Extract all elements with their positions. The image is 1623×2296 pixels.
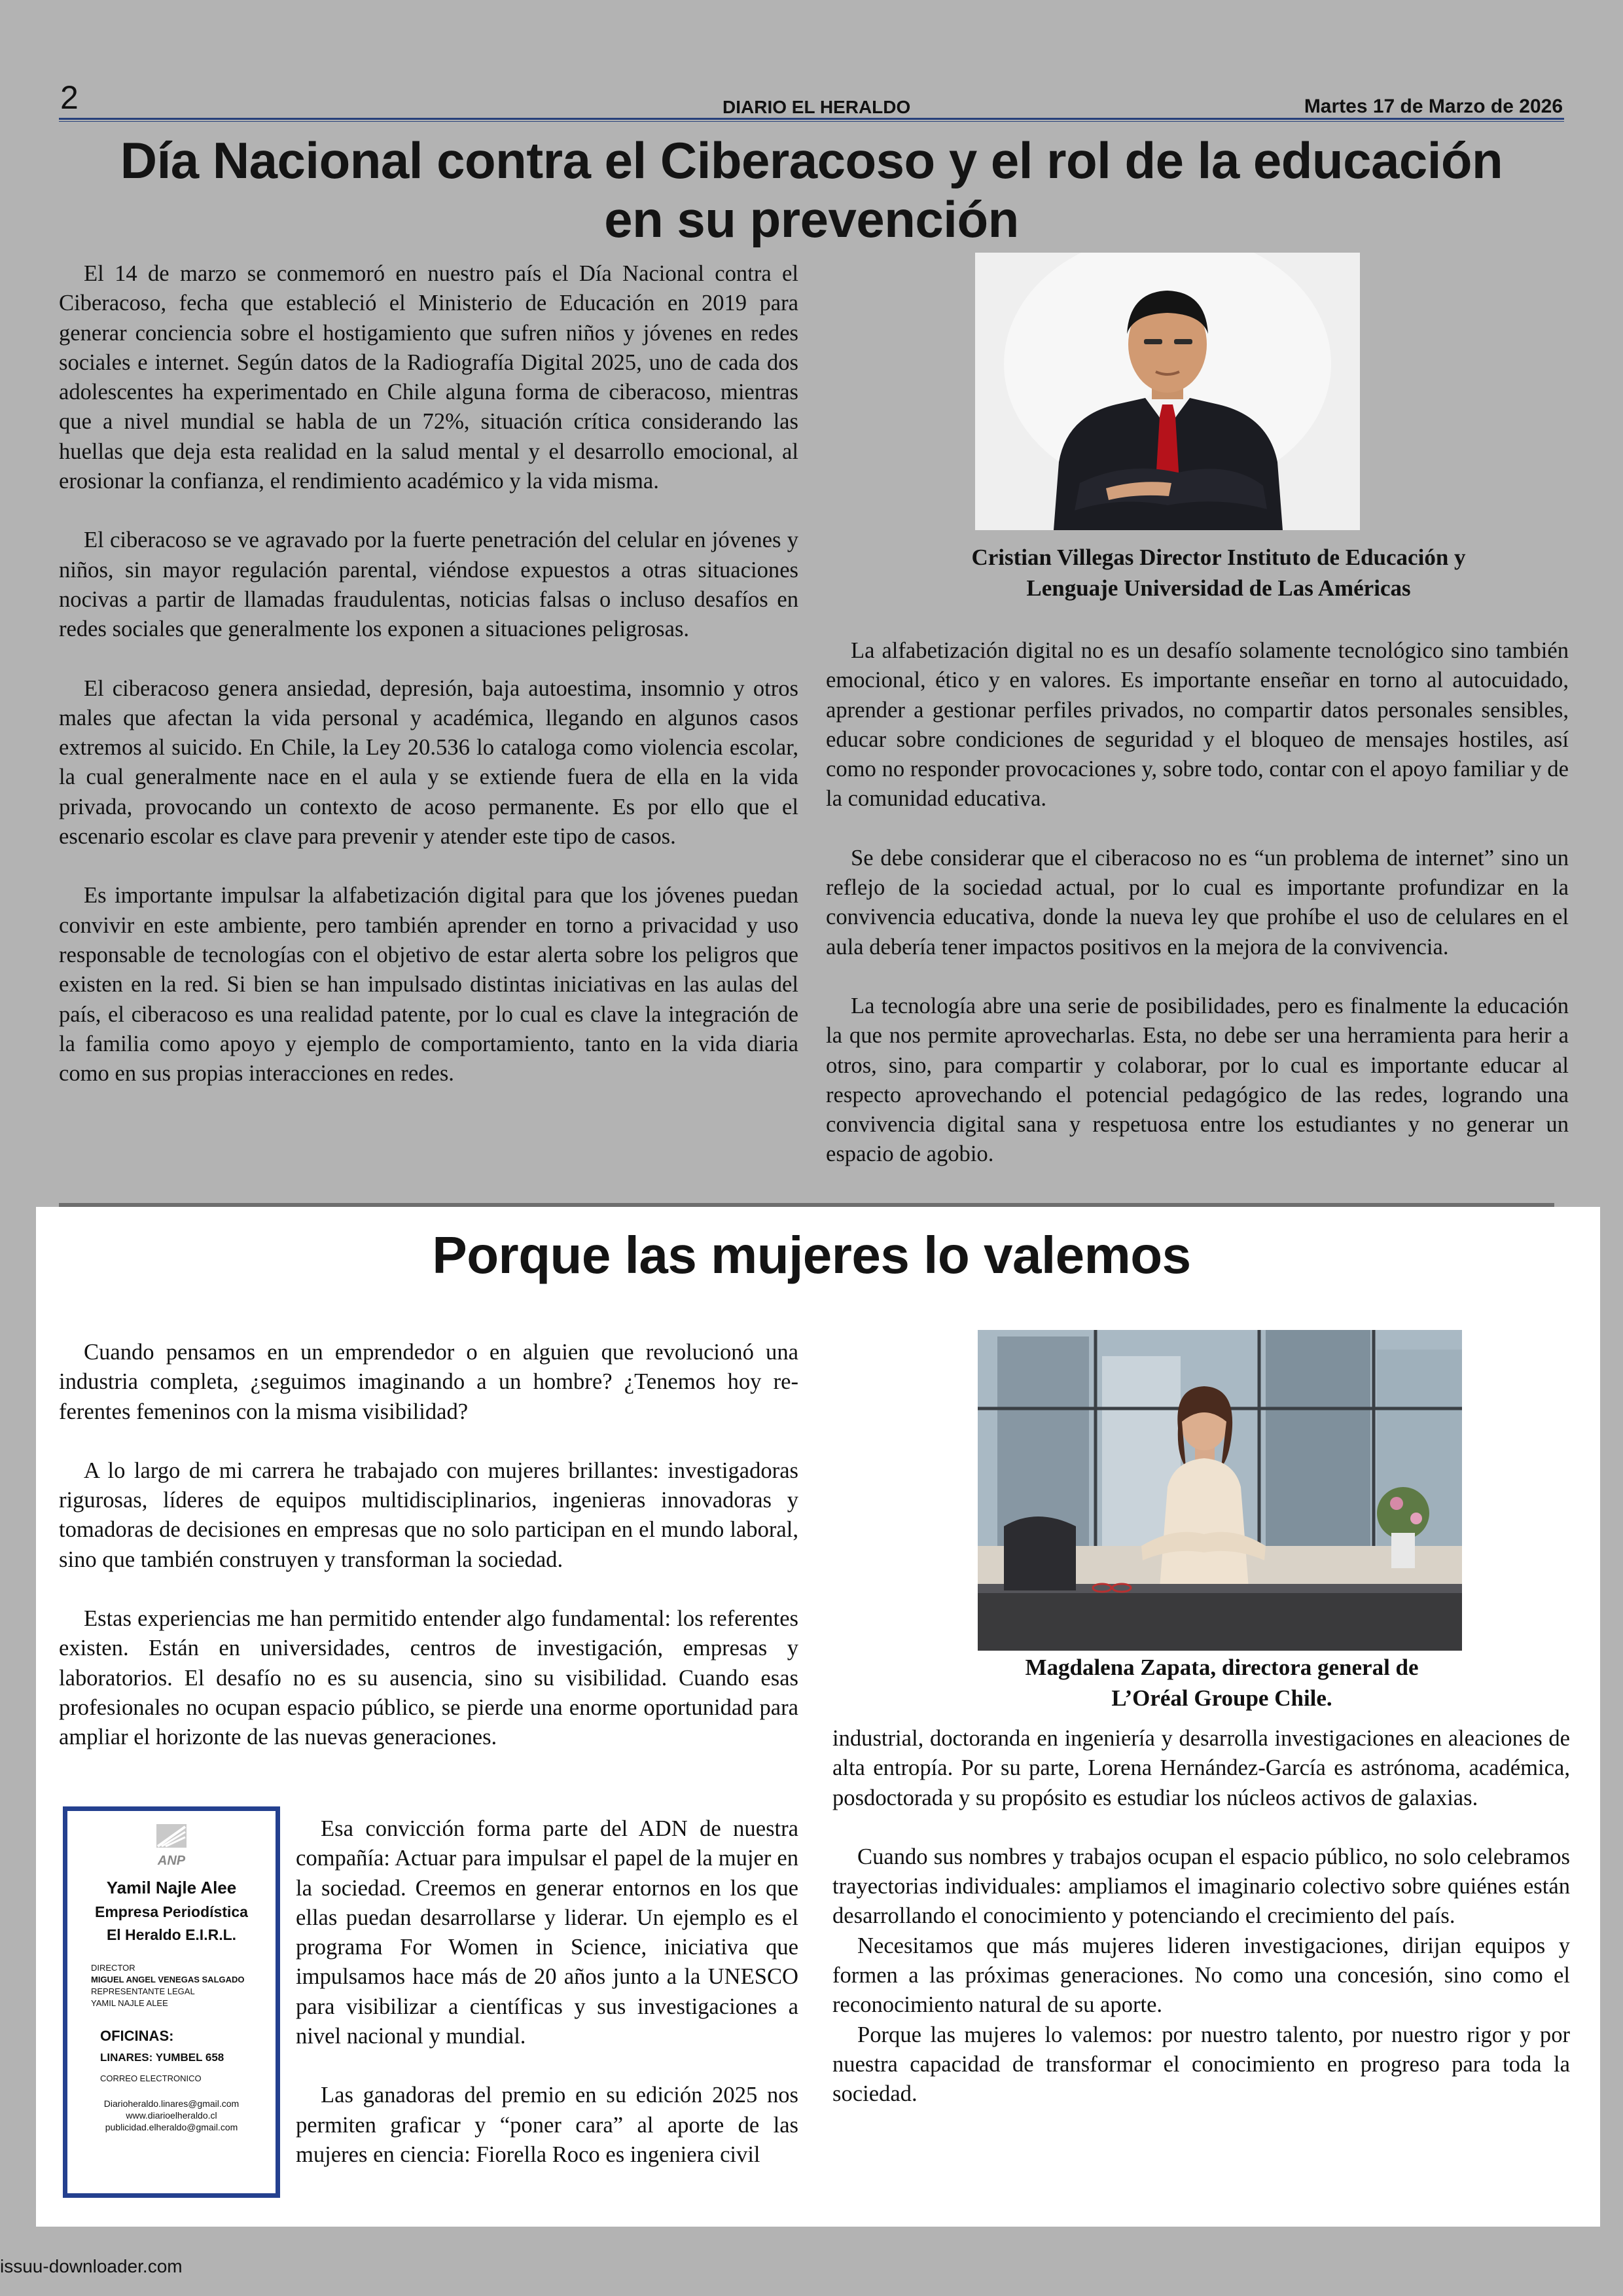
legal-rep-label: REPRESENTANTE LEGAL bbox=[91, 1986, 195, 1996]
article1-paragraph: La alfabetización digital no es un desafío solamente tecnológico sino también emocional, ético y en valores. Es importante enseñar en torno al autocuidado, aprender a gestionar perfiles privados, no compartir datos personales sensibles, educar sobre condiciones de seguridad y el bloqueo de mensajes hostiles, así como no responder provocaciones y, sobre todo, contar con el apoyo familiar y de la comunidad educativa. bbox=[826, 638, 1569, 812]
article1-title: Día Nacional contra el Ciberacoso y el rol de la educación en su prevención bbox=[120, 132, 1503, 248]
article1-paragraph: El ciberacoso genera ansiedad, depresión, baja autoestima, insomnio y otros males que afectan la vida personal y académica, llegando en algunos casos extremos al suicido. En Chile, la Ley 20.536 lo cataloga como violencia escolar, la cual generalmente nace en el aula y se extiende fuera de ella en la vida privada, provocando un contexto de acoso permanente. Es por ello que el escenario escolar es clave para prevenir y atender este tipo de casos. bbox=[59, 675, 798, 850]
caption-line: L’Oréal Groupe Chile. bbox=[1111, 1685, 1332, 1711]
offices-address: LINARES: YUMBEL 658 bbox=[100, 2051, 224, 2064]
article2-paragraph: Necesitamos que más mujeres lideren investigaciones, dirijan equipos y formen a las próximas generaciones. No como una concesión, sino como el reconocimiento natural de su aporte. bbox=[832, 1933, 1570, 2018]
anp-logo-icon bbox=[147, 1823, 196, 1854]
article2-paragraph: Porque las mujeres lo valemos: por nuestro talento, por nuestro rigor y por nuestra capacidad de transformar el conocimiento en progreso para toda la sociedad. bbox=[832, 2022, 1570, 2107]
article2-inset-column bbox=[296, 1814, 798, 2170]
article2-paragraph: Cuando sus nombres y trabajos ocupan el espacio público, no solo celebramos trayectorias individuales: ampliamos el imaginario colectivo sobre quiénes están desarrollando el conocimiento y potenciando el crecimiento del país. bbox=[832, 1844, 1570, 1929]
article1-right-column bbox=[826, 636, 1569, 1170]
header-rule bbox=[59, 118, 1564, 122]
newspaper-name: DIARIO EL HERALDO bbox=[722, 97, 911, 117]
article1-left-column bbox=[59, 259, 798, 1088]
website-link[interactable]: www.diarioelheraldo.cl bbox=[126, 2110, 217, 2121]
publisher-company-name: El Heraldo E.I.R.L. bbox=[106, 1926, 237, 1943]
article2-paragraph: A lo largo de mi carrera he trabajado con mujeres brillantes: investigadoras rigurosas, líderes de equipos multidisciplinarios, ingenieras innovadoras y tomadoras de decisiones en empresas que no solo participan en el mundo laboral, sino que también construyen y transforman la sociedad. bbox=[59, 1458, 798, 1572]
advertising-email[interactable]: publicidad.elheraldo@gmail.com bbox=[105, 2122, 238, 2132]
article1-paragraph: La tecnología abre una serie de posibilidades, pero es finalmente la educación la que nos permite aprovecharlas. Esta, no debe ser una herramienta para herir a otros, sino, para compartir y colaborar, por lo cual es importante educar al respecto aprovechando el potencial pedagógico de las redes, logrando una convivencia digital sana y respetuosa entre los estudiantes y no generar un espacio de agobio. bbox=[826, 993, 1569, 1167]
article2-paragraph: industrial, doctoranda en ingeniería y desarrolla investigaciones en aleaciones de alta entropía. Por su parte, Lorena Hernández-García es astrónoma, académica, posdoctorada y su propósito es estudiar los núcleos activos de galaxias. bbox=[832, 1726, 1570, 1810]
article2-paragraph: Estas experiencias me han permitido entender algo fundamental: los referentes existen. Están en universidades, centros de investigación, empresas y laboratorios. El desafío no es su ausencia, sino su visibilidad. Cuando esas profesionales no ocupan espacio público, se pierde una enorme oportunidad para ampliar el horizonte de las nuevas generaciones. bbox=[59, 1606, 798, 1750]
anp-logo bbox=[67, 1823, 276, 1869]
article1-paragraph: Se debe considerar que el ciberacoso no es “un problema de internet” sino un reflejo de la sociedad actual, por lo cual es importante profundizar en la convivencia educativa, donde la nueva ley que prohíbe el uso de celulares en el aula debería tener impactos positivos en la mejora de la convivencia. bbox=[826, 845, 1569, 960]
article2-photo-caption bbox=[957, 1652, 1487, 1713]
article2-executive-photo bbox=[978, 1330, 1462, 1651]
article2-paragraph: Las ganadoras del premio en su edición 2025 nos permiten graficar y “poner cara” al aporte de las mujeres en ciencia: Fiorella Roco es ingeniera civil bbox=[296, 2083, 798, 2167]
article1-paragraph: Es importante impulsar la alfabetización digital para que los jóvenes puedan convivir en este ambiente, pero también aprender en torno a privacidad y uso responsable de tecnologías con el objetivo de estar alerta sobre los peligros que existen en la red. Si bien se han impulsado distintas iniciativas en las aulas del país, el ciberacoso es una realidad patente, por lo cual es clave la integración de la familia como apoyo y ejemplo de comportamiento, tanto en la vida diaria como en sus propias interacciones en redes. bbox=[59, 883, 798, 1086]
source-watermark[interactable]: issuu-downloader.com bbox=[0, 2256, 183, 2276]
article1-author-photo bbox=[975, 253, 1360, 530]
article1-paragraph: El 14 de marzo se conmemoró en nuestro país el Día Nacional contra el Ciberacoso, fecha que estableció el Ministerio de Educación en 2019 para generar conciencia sobre el hostigamiento que sufren niños y jóvenes en redes sociales e internet. Según datos de la Radiografía Digital 2025, uno de cada dos adolescentes ha experimentado en Chile alguna forma de ciberacoso, mientras que a nivel mundial se habla de un 72%, situación crítica considerando las huellas que deja esta realidad en la salud mental y el desarrollo emocional, al erosionar la confianza, el rendimiento académico y la vida misma. bbox=[59, 261, 798, 494]
email-label: CORREO ELECTRONICO bbox=[100, 2073, 202, 2083]
caption-line: Cristian Villegas Director Instituto de Educación y bbox=[971, 545, 1466, 570]
page-number: 2 bbox=[60, 79, 79, 116]
caption-line: Lenguaje Universidad de Las Américas bbox=[1026, 575, 1411, 601]
publisher-company: Empresa Periodística bbox=[95, 1903, 248, 1920]
article2-right-column bbox=[832, 1724, 1570, 2109]
anp-logo-text: ANP bbox=[157, 1854, 186, 1868]
publisher-box bbox=[63, 1806, 280, 2198]
article1-photo-caption bbox=[826, 542, 1611, 603]
article1-paragraph: El ciberacoso se ve agravado por la fuerte penetración del celular en jóvenes y niños, sin mayor regulación parental, viéndose expuestos a otras situaciones nocivas a partir de llamadas fraudulentas, noticias falsas o incluso desafíos en redes sociales que generalmente los exponen a situaciones peligrosas. bbox=[59, 528, 798, 642]
contact-email[interactable]: Diarioheraldo.linares@gmail.com bbox=[103, 2098, 240, 2109]
issue-date: Martes 17 de Marzo de 2026 bbox=[1304, 96, 1563, 117]
article2-title: Porque las mujeres lo valemos bbox=[432, 1226, 1191, 1284]
legal-rep-name: YAMIL NAJLE ALEE bbox=[91, 1998, 168, 2008]
article2-paragraph: Esa convicción forma parte del ADN de nuestra compañía: Actuar para impulsar el papel de la mujer en la sociedad. Creemos en generar entornos en los que ellas puedan desarrollarse y liderar. Un ejemplo es el programa For Women in Science, iniciativa que impulsamos hace más de 20 años junto a la UNESCO para visibilizar a científicas y sus investigaciones a nivel nacional y mundial. bbox=[296, 1816, 798, 2049]
offices-label: OFICINAS: bbox=[100, 2028, 174, 2044]
article2-paragraph: Cuando pensamos en un emprendedor o en alguien que revolucionó una industria completa, ¿seguimos imaginando a un hombre? ¿Tenemos hoy referentes femeninos con la misma visibilidad? bbox=[59, 1340, 798, 1424]
article2-left-column bbox=[59, 1338, 798, 1753]
caption-line: Magdalena Zapata, directora general de bbox=[1025, 1655, 1419, 1680]
director-label: DIRECTOR bbox=[91, 1963, 135, 1973]
publisher-owner: Yamil Najle Alee bbox=[106, 1878, 237, 1897]
director-name: MIGUEL ANGEL VENEGAS SALGADO bbox=[91, 1975, 245, 1984]
